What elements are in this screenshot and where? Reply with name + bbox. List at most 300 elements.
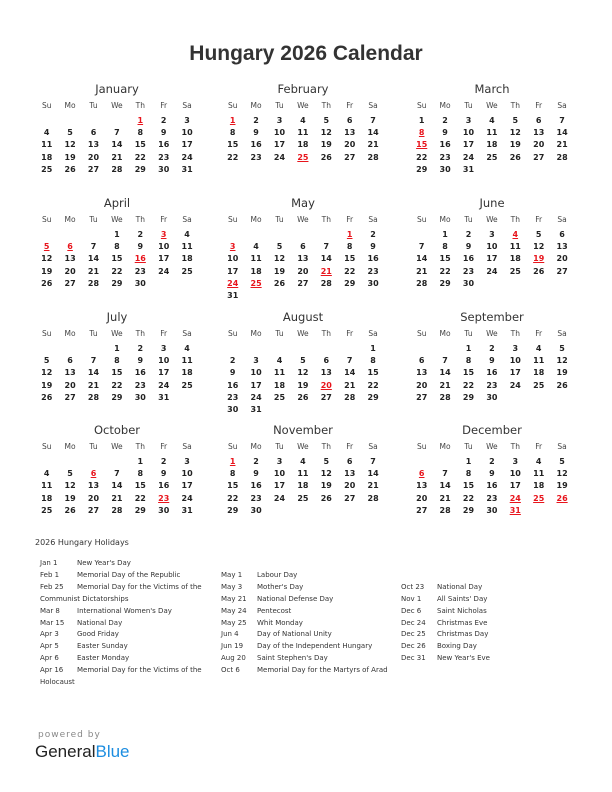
holiday-date: Oct 23: [401, 582, 425, 591]
holiday-day-cell: 5: [43, 242, 50, 252]
day-cell: 4: [43, 469, 50, 479]
weekday-header: Tu: [275, 442, 284, 451]
holiday-date: Jun 4: [221, 630, 239, 639]
weekday-header: Sa: [368, 442, 378, 451]
day-cell: 28: [344, 392, 356, 402]
day-cell: 3: [276, 457, 283, 466]
day-cell: 29: [111, 392, 123, 402]
holiday-name: All Saints' Day: [437, 594, 488, 603]
day-cell: 23: [158, 152, 170, 162]
day-cell: 16: [158, 481, 170, 491]
day-cell: 14: [111, 481, 123, 491]
day-cell: 26: [556, 380, 568, 390]
day-cell: 5: [512, 116, 519, 125]
day-cell: 18: [297, 140, 309, 150]
holiday-name: Saint Stephen's Day: [257, 654, 328, 663]
day-cell: 19: [509, 140, 521, 150]
day-cell: 19: [41, 266, 53, 276]
weekday-header: Su: [416, 442, 427, 451]
weekday-header: Mo: [250, 215, 262, 224]
day-cell: 18: [41, 152, 53, 162]
day-cell: 25: [509, 266, 521, 276]
day-cell: 10: [509, 356, 521, 366]
holiday-date: Feb 1: [40, 570, 60, 579]
day-cell: 22: [416, 152, 428, 162]
holiday-name: Memorial Day for the Victims of the: [77, 582, 202, 591]
day-cell: 25: [273, 392, 286, 402]
holiday-date: Dec 31: [401, 654, 426, 663]
day-cell: 31: [181, 164, 193, 174]
weekday-header: Mo: [64, 101, 76, 110]
day-cell: 21: [111, 493, 123, 503]
holidays-title: 2026 Hungary Holidays: [35, 538, 129, 547]
day-cell: 5: [559, 457, 565, 466]
day-cell: 4: [253, 242, 259, 252]
weekday-header: Fr: [346, 215, 354, 224]
day-cell: 20: [64, 266, 76, 276]
month-name: June: [479, 196, 505, 210]
weekday-header: We: [297, 101, 309, 110]
weekday-header: Fr: [346, 101, 354, 110]
day-cell: 22: [111, 266, 123, 276]
day-cell: 20: [533, 140, 545, 150]
day-cell: 20: [344, 481, 356, 491]
day-cell: 2: [370, 230, 376, 239]
weekday-header: Sa: [182, 215, 192, 224]
holiday-date: May 21: [221, 594, 247, 603]
day-cell: 7: [442, 356, 448, 366]
day-cell: 23: [227, 392, 239, 402]
day-cell: 13: [87, 140, 100, 150]
day-cell: 6: [535, 116, 542, 125]
day-cell: 15: [462, 368, 475, 378]
day-cell: 25: [533, 380, 545, 390]
day-cell: 18: [250, 266, 262, 276]
day-cell: 6: [346, 116, 353, 125]
holiday-name: Christmas Day: [437, 630, 489, 639]
day-cell: 15: [134, 140, 146, 150]
day-cell: 12: [297, 368, 309, 378]
holiday-name: Easter Monday: [77, 654, 130, 663]
holiday-name: Mother's Day: [257, 582, 304, 591]
day-cell: 4: [535, 457, 542, 466]
day-cell: 11: [41, 140, 53, 150]
day-cell: 29: [439, 278, 451, 288]
day-cell: 12: [41, 368, 53, 378]
page-title: Hungary 2026 Calendar: [189, 42, 423, 65]
day-cell: 24: [486, 266, 498, 276]
day-cell: 25: [297, 493, 309, 503]
day-cell: 11: [181, 242, 193, 252]
holiday-name: New Year's Day: [77, 559, 131, 567]
generalblue-logo[interactable]: [35, 742, 130, 762]
day-cell: 5: [276, 242, 283, 252]
day-cell: 24: [462, 152, 475, 162]
powered-by-text: powered by: [38, 730, 101, 740]
day-cell: 17: [181, 481, 193, 491]
holiday-name: Saint Nicholas: [437, 606, 487, 615]
day-cell: 27: [416, 505, 428, 515]
day-cell: 8: [346, 242, 353, 252]
day-cell: 14: [344, 368, 356, 378]
day-cell: 12: [509, 128, 521, 138]
weekday-header: Su: [416, 329, 427, 338]
day-cell: 11: [273, 368, 286, 378]
day-cell: 22: [134, 493, 146, 503]
weekday-header: Su: [41, 101, 52, 110]
day-cell: 1: [418, 116, 425, 125]
day-cell: 30: [367, 278, 379, 288]
day-cell: 19: [320, 140, 332, 150]
day-cell: 29: [367, 392, 379, 402]
day-cell: 19: [41, 380, 53, 390]
day-cell: 18: [181, 254, 193, 264]
month-name: February: [277, 82, 329, 96]
day-cell: 31: [158, 392, 170, 402]
day-cell: 17: [181, 140, 193, 150]
day-cell: 23: [486, 493, 498, 503]
day-cell: 9: [489, 356, 495, 366]
day-cell: 26: [273, 278, 286, 288]
day-cell: 23: [134, 266, 146, 276]
holiday-name: Memorial Day for the Victims of the: [77, 666, 202, 675]
day-cell: 4: [300, 457, 306, 466]
day-cell: 29: [111, 278, 123, 288]
day-cell: 28: [111, 505, 123, 515]
holiday-date: Feb 25: [40, 582, 64, 591]
day-cell: 15: [367, 368, 379, 378]
holiday-day-cell: 24: [227, 278, 239, 288]
weekday-header: Fr: [160, 101, 168, 110]
day-cell: 29: [462, 392, 475, 402]
day-cell: 4: [535, 344, 542, 353]
day-cell: 7: [114, 128, 120, 138]
day-cell: 26: [533, 266, 545, 276]
day-cell: 29: [134, 164, 146, 174]
holiday-day-cell: 26: [556, 493, 568, 503]
weekday-header: Mo: [64, 215, 76, 224]
holiday-date: Oct 6: [221, 666, 240, 675]
day-cell: 1: [465, 344, 472, 353]
day-cell: 27: [297, 278, 309, 288]
day-cell: 30: [462, 278, 475, 288]
day-cell: 6: [90, 128, 97, 138]
weekday-header: Tu: [275, 101, 284, 110]
day-cell: 4: [43, 128, 50, 138]
day-cell: 22: [367, 380, 379, 390]
holiday-name: New Year's Eve: [437, 654, 490, 663]
weekday-header: We: [111, 215, 123, 224]
day-cell: 19: [556, 368, 568, 378]
day-cell: 2: [229, 356, 236, 366]
weekday-header: We: [111, 329, 123, 338]
day-cell: 4: [489, 116, 495, 125]
day-cell: 17: [462, 140, 475, 150]
day-cell: 17: [273, 481, 286, 491]
day-cell: 19: [320, 481, 332, 491]
day-cell: 30: [439, 164, 451, 174]
day-cell: 15: [344, 254, 356, 264]
day-cell: 26: [64, 164, 76, 174]
day-cell: 30: [134, 278, 146, 288]
holiday-day-cell: 6: [67, 242, 73, 252]
holiday-name: Memorial Day of the Republic: [77, 570, 181, 579]
day-cell: 16: [439, 140, 451, 150]
day-cell: 30: [158, 505, 170, 515]
holiday-day-cell: 25: [297, 152, 309, 162]
day-cell: 20: [556, 254, 568, 264]
day-cell: 30: [158, 164, 170, 174]
day-cell: 26: [320, 493, 332, 503]
day-cell: 16: [250, 481, 262, 491]
day-cell: 24: [181, 152, 193, 162]
weekday-header: Th: [321, 329, 331, 338]
day-cell: 27: [64, 392, 76, 402]
weekday-header: Su: [416, 215, 427, 224]
month-name: December: [462, 423, 522, 437]
day-cell: 3: [465, 116, 472, 125]
day-cell: 11: [509, 242, 521, 252]
day-cell: 11: [181, 356, 193, 366]
day-cell: 22: [439, 266, 451, 276]
day-cell: 4: [300, 116, 306, 125]
day-cell: 12: [64, 481, 76, 491]
holiday-name: Easter Sunday: [77, 642, 128, 651]
weekday-header: Su: [227, 442, 238, 451]
weekday-header: Th: [321, 442, 331, 451]
month-name: November: [273, 423, 333, 437]
day-cell: 3: [160, 344, 167, 353]
holiday-name: Boxing Day: [437, 642, 477, 651]
day-cell: 23: [367, 266, 379, 276]
weekday-header: Fr: [160, 442, 168, 451]
holiday-name: Memorial Day for the Martyrs of Arad: [257, 666, 388, 675]
day-cell: 6: [346, 457, 353, 466]
holiday-name-continued: Holocaust: [40, 678, 75, 686]
day-cell: 13: [416, 368, 428, 378]
day-cell: 21: [556, 140, 568, 150]
day-cell: 26: [41, 278, 53, 288]
day-cell: 12: [556, 356, 568, 366]
weekday-header: Fr: [346, 442, 354, 451]
day-cell: 15: [227, 140, 239, 150]
weekday-header: We: [486, 101, 498, 110]
weekday-header: We: [297, 442, 309, 451]
holiday-day-cell: 1: [229, 457, 236, 466]
day-cell: 2: [465, 230, 472, 239]
day-cell: 9: [160, 128, 167, 138]
weekday-header: Tu: [464, 215, 473, 224]
weekday-header: Sa: [182, 101, 192, 110]
day-cell: 14: [439, 368, 451, 378]
day-cell: 31: [181, 505, 193, 515]
holiday-day-cell: 21: [320, 266, 332, 276]
weekday-header: Tu: [275, 329, 284, 338]
holiday-date: Mar 15: [40, 618, 65, 627]
holiday-day-cell: 6: [418, 469, 425, 479]
day-cell: 10: [486, 242, 498, 252]
holiday-day-cell: 25: [250, 278, 262, 288]
day-cell: 17: [273, 140, 286, 150]
day-cell: 21: [87, 380, 100, 390]
weekday-header: Th: [510, 215, 520, 224]
holiday-name: Day of the Independent Hungary: [257, 642, 373, 651]
day-cell: 8: [442, 242, 448, 252]
day-cell: 24: [273, 152, 286, 162]
weekday-header: Mo: [250, 329, 262, 338]
weekday-header: Sa: [182, 442, 192, 451]
day-cell: 16: [227, 380, 239, 390]
day-cell: 29: [416, 164, 428, 174]
day-cell: 22: [111, 380, 123, 390]
day-cell: 14: [367, 469, 379, 479]
day-cell: 29: [134, 505, 146, 515]
day-cell: 7: [90, 356, 97, 366]
day-cell: 21: [344, 380, 356, 390]
day-cell: 31: [227, 291, 239, 300]
day-cell: 10: [509, 469, 521, 479]
weekday-header: Mo: [64, 329, 76, 338]
day-cell: 3: [184, 457, 190, 466]
day-cell: 26: [41, 392, 53, 402]
weekday-header: Fr: [535, 329, 543, 338]
day-cell: 25: [41, 505, 53, 515]
day-cell: 8: [137, 128, 144, 138]
day-cell: 25: [181, 266, 193, 276]
weekday-header: Tu: [89, 329, 98, 338]
day-cell: 5: [43, 356, 50, 366]
day-cell: 27: [344, 152, 356, 162]
weekday-header: Tu: [275, 215, 284, 224]
weekday-header: We: [111, 101, 123, 110]
day-cell: 21: [416, 266, 428, 276]
weekday-header: Su: [41, 329, 52, 338]
day-cell: 21: [87, 266, 100, 276]
day-cell: 13: [320, 368, 332, 378]
day-cell: 22: [344, 266, 356, 276]
holiday-day-cell: 8: [418, 128, 425, 138]
weekday-header: Sa: [557, 442, 567, 451]
day-cell: 19: [297, 380, 309, 390]
day-cell: 9: [253, 469, 259, 479]
day-cell: 18: [297, 481, 309, 491]
holiday-date: Nov 1: [401, 594, 422, 603]
day-cell: 23: [486, 380, 498, 390]
weekday-header: Sa: [557, 101, 567, 110]
weekday-header: Th: [135, 329, 145, 338]
holiday-date: Apr 16: [40, 666, 64, 675]
day-cell: 13: [297, 254, 309, 264]
day-cell: 7: [559, 116, 565, 125]
day-cell: 1: [137, 457, 144, 466]
weekday-header: Th: [135, 215, 145, 224]
day-cell: 9: [370, 242, 376, 252]
holiday-date: Dec 26: [401, 642, 426, 651]
day-cell: 5: [323, 457, 330, 466]
day-cell: 10: [158, 356, 170, 366]
day-cell: 16: [250, 140, 262, 150]
day-cell: 30: [250, 505, 262, 515]
day-cell: 14: [320, 254, 332, 264]
holiday-name: International Women's Day: [77, 606, 172, 615]
holiday-date: May 24: [221, 606, 247, 615]
day-cell: 19: [64, 493, 76, 503]
day-cell: 8: [114, 242, 120, 252]
day-cell: 30: [486, 505, 498, 515]
month-name: September: [460, 310, 524, 324]
day-cell: 16: [134, 368, 146, 378]
day-cell: 9: [253, 128, 259, 138]
day-cell: 15: [111, 254, 123, 264]
weekday-header: Su: [41, 215, 52, 224]
day-cell: 3: [512, 457, 519, 466]
day-cell: 9: [137, 356, 144, 366]
day-cell: 5: [300, 356, 306, 366]
day-cell: 17: [227, 266, 239, 276]
day-cell: 1: [114, 230, 120, 239]
day-cell: 28: [367, 493, 379, 503]
day-cell: 12: [320, 469, 332, 479]
holiday-date: Jan 1: [40, 559, 58, 567]
weekday-header: Th: [510, 101, 520, 110]
day-cell: 13: [87, 481, 100, 491]
holiday-day-cell: 16: [134, 254, 146, 264]
day-cell: 8: [370, 356, 376, 366]
day-cell: 11: [486, 128, 498, 138]
day-cell: 3: [489, 230, 495, 239]
day-cell: 16: [367, 254, 379, 264]
day-cell: 1: [465, 457, 472, 466]
month-name: July: [106, 310, 128, 324]
day-cell: 18: [533, 368, 545, 378]
weekday-header: Mo: [250, 101, 262, 110]
weekday-header: Mo: [439, 442, 451, 451]
day-cell: 14: [87, 368, 100, 378]
day-cell: 12: [320, 128, 332, 138]
weekday-header: We: [486, 329, 498, 338]
day-cell: 8: [114, 356, 120, 366]
weekday-header: We: [486, 215, 498, 224]
day-cell: 27: [533, 152, 545, 162]
day-cell: 4: [184, 344, 190, 353]
holiday-day-cell: 15: [416, 140, 428, 150]
day-cell: 6: [300, 242, 306, 252]
weekday-header: Fr: [535, 215, 543, 224]
day-cell: 5: [323, 116, 330, 125]
holiday-day-cell: 24: [509, 493, 521, 503]
day-cell: 1: [442, 230, 448, 239]
day-cell: 28: [556, 152, 568, 162]
day-cell: 13: [556, 242, 568, 252]
day-cell: 27: [87, 505, 100, 515]
day-cell: 24: [509, 380, 521, 390]
day-cell: 28: [111, 164, 123, 174]
day-cell: 17: [486, 254, 498, 264]
weekday-header: Tu: [89, 101, 98, 110]
day-cell: 20: [416, 493, 428, 503]
day-cell: 28: [416, 278, 428, 288]
day-cell: 15: [111, 368, 123, 378]
holiday-name: National Defense Day: [257, 594, 334, 603]
day-cell: 14: [439, 481, 451, 491]
day-cell: 19: [556, 481, 568, 491]
holiday-name: National Day: [77, 618, 123, 627]
day-cell: 14: [111, 140, 123, 150]
day-cell: 20: [344, 140, 356, 150]
day-cell: 10: [227, 254, 239, 264]
weekday-header: Fr: [535, 442, 543, 451]
day-cell: 26: [64, 505, 76, 515]
